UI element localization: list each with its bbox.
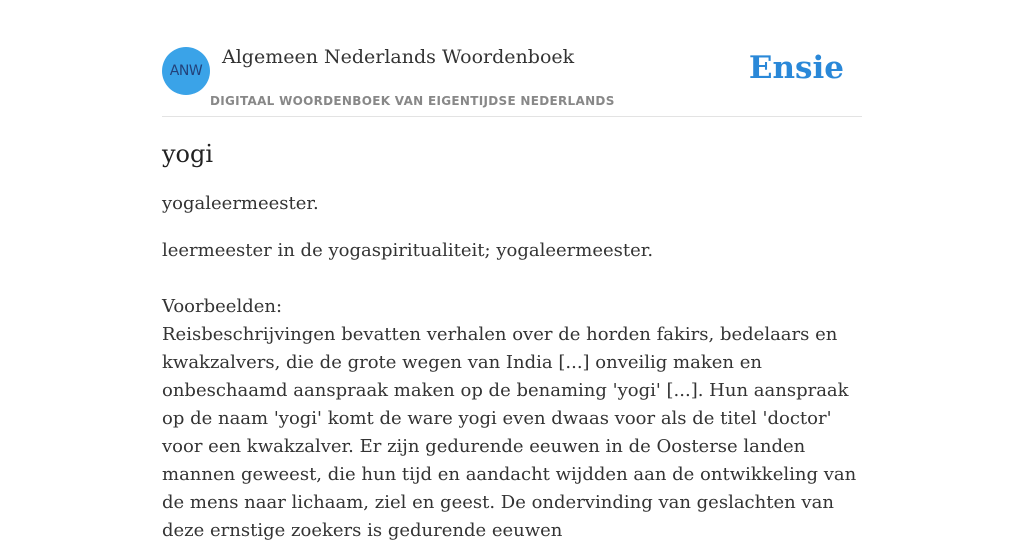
ensie-logo-link[interactable]: Ensie (748, 50, 844, 86)
site-header (162, 0, 862, 117)
example-text: Reisbeschrijvingen bevatten verhalen over de horden fakirs, bedelaars en kwakzalvers, die de grote wegen van India [...] onveilig maken en onbeschaamd aanspraak maken op de benaming 'yogi' [...]. Hun aanspraak op de naam 'yogi' komt de ware yogi even dwaas voor als de titel 'doctor' voor een kwakzalver. Er zijn gedurende eeuwen in de Oosterse landen mannen geweest, die hun tijd en aandacht wijdden aan de ontwikkeling van de mens naar lichaam, ziel en geest. De ondervinding van geslachten van deze ernstige zoekers is gedurende eeuwen (162, 324, 857, 541)
examples-label: Voorbeelden: (162, 296, 283, 317)
long-definition: leermeester in de yogaspiritualiteit; yogaleermeester. (162, 240, 654, 261)
dictionary-subtitle: DIGITAAL WOORDENBOEK VAN EIGENTIJDSE NEDERLANDS (210, 94, 615, 108)
short-definition: yogaleermeester. (162, 193, 319, 214)
headword: yogi (162, 140, 214, 168)
entry-content (162, 138, 862, 545)
dictionary-title[interactable]: Algemeen Nederlands Woordenboek (222, 46, 575, 68)
anw-logo[interactable]: ANW (162, 47, 210, 95)
